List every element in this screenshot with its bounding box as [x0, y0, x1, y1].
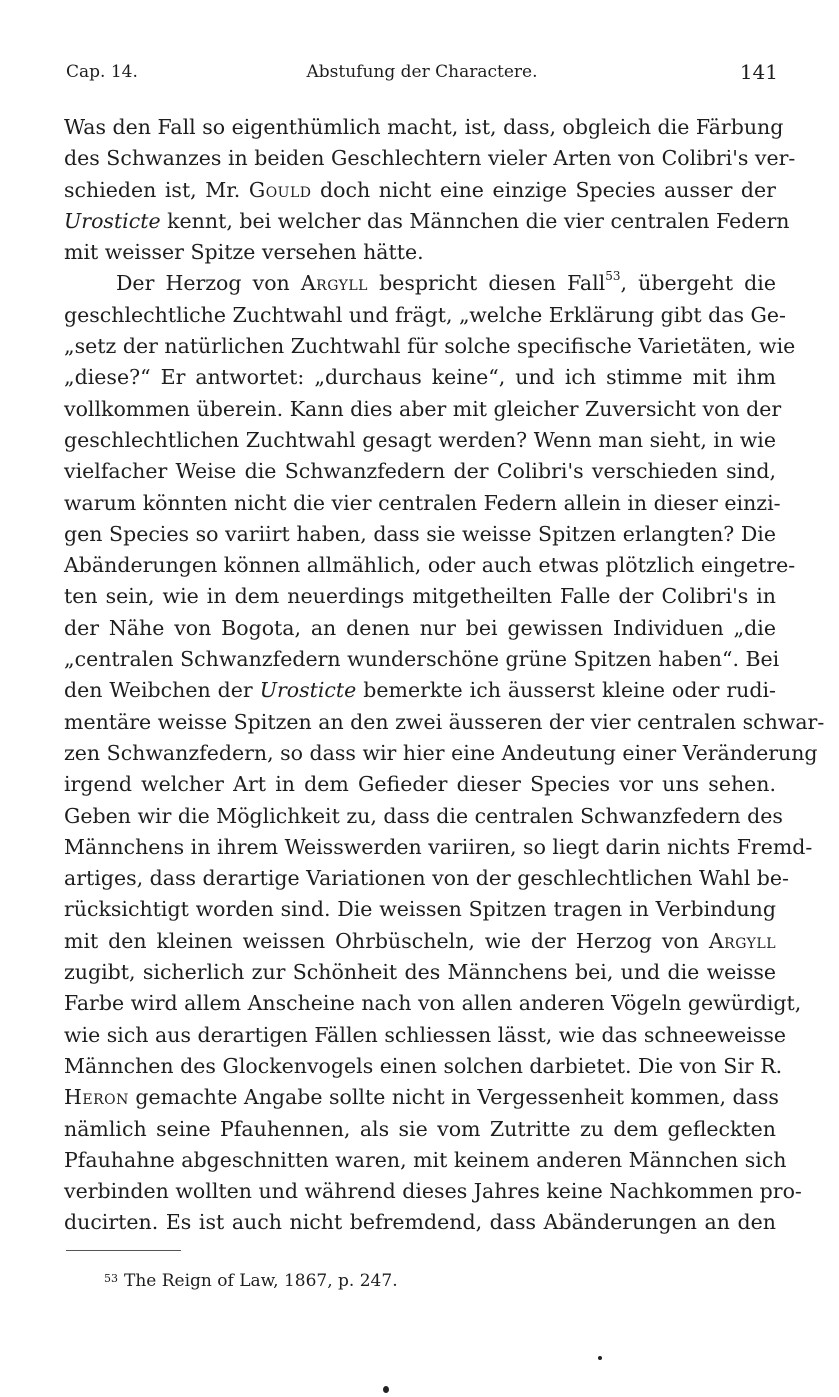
- author-name: Argyll: [708, 928, 776, 953]
- footnote-number: 53: [104, 1272, 118, 1285]
- print-speck: [598, 1356, 602, 1360]
- text-line: rücksichtigt worden sind. Die weissen Spitzen tragen in Verbindung: [64, 897, 776, 922]
- main-text: [64, 112, 825, 1239]
- text-line: vollkommen überein. Kann dies aber mit gleicher Zuversicht von der: [64, 396, 782, 421]
- footnote-ref: 53: [605, 269, 621, 284]
- running-header: [66, 62, 778, 90]
- text-line: warum könnten nicht die vier centralen Federn allein in dieser einzi-: [64, 490, 781, 515]
- text-line: Abänderungen können allmählich, oder auch etwas plötzlich eingetre-: [64, 553, 796, 578]
- text-line: geschlechtlichen Zuchtwahl gesagt werden? Wenn man sieht, in wie: [64, 427, 776, 452]
- text-line: vielfacher Weise die Schwanzfedern der Colibri's verschieden sind,: [64, 459, 776, 484]
- running-title: Abstufung der Charactere.: [306, 62, 538, 82]
- text-line: „diese?“ Er antwortet: „durchaus keine“, und ich stimme mit ihm: [64, 365, 776, 390]
- text-line: Farbe wird allem Anscheine nach von allen anderen Vögeln gewürdigt,: [64, 991, 802, 1016]
- text-line: gen Species so variirt haben, dass sie weisse Spitzen erlangten? Die: [64, 521, 776, 546]
- text-line: mit weisser Spitze versehen hätte.: [64, 240, 424, 265]
- author-name: Heron: [64, 1085, 129, 1110]
- text-line: nämlich seine Pfauhennen, als sie vom Zutritte zu dem gefleckten: [64, 1116, 776, 1141]
- text-line: Geben wir die Möglichkeit zu, dass die centralen Schwanzfedern des: [64, 803, 783, 828]
- text-line: zugibt, sicherlich zur Schönheit des Männchens bei, und die weisse: [64, 960, 776, 985]
- footnote-text: The Reign of Law, 1867, p. 247.: [124, 1271, 398, 1291]
- text-line: verbinden wollten und während dieses Jahres keine Nachkommen pro-: [64, 1179, 802, 1204]
- text-line: wie sich aus derartigen Fällen schliessen lässt, wie das schneeweisse: [64, 1022, 786, 1047]
- page-number: 141: [739, 60, 778, 84]
- text-line: Pfauhahne abgeschnitten waren, mit keinem anderen Männchen sich: [64, 1147, 787, 1172]
- genus-name: Urosticte: [64, 208, 161, 233]
- text-line: Was den Fall so eigenthümlich macht, ist, dass, obgleich die Färbung: [64, 115, 784, 139]
- text-line: Der Herzog von Argyll bespricht diesen Fall$^{53}$, übergeht die: [116, 269, 776, 296]
- text-line: artiges, dass derartige Variationen von der geschlechtlichen Wahl be-: [64, 866, 789, 891]
- text-line: Urosticte kennt, bei welcher das Männchen die vier centralen Federn: [64, 208, 790, 233]
- author-name: Argyll: [300, 271, 368, 296]
- author-name: Gould: [248, 177, 312, 202]
- text-line: schieden ist, Mr. Gould doch nicht eine einzige Species ausser der: [64, 177, 776, 202]
- text-line: „centralen Schwanzfedern wunderschöne grüne Spitzen haben“. Bei: [64, 647, 780, 672]
- text-line: den Weibchen der Urosticte bemerkte ich äusserst kleine oder rudi-: [64, 678, 776, 703]
- text-line: irgend welcher Art in dem Gefieder dieser Species vor uns sehen.: [64, 772, 776, 797]
- text-line: Männchens in ihrem Weisswerden variiren, so liegt darin nichts Fremd-: [64, 834, 813, 859]
- text-line: zen Schwanzfedern, so dass wir hier eine Andeutung einer Veränderung: [64, 740, 818, 765]
- print-speck: [383, 1386, 389, 1393]
- text-line: Heron gemachte Angabe sollte nicht in Vergessenheit kommen, dass: [64, 1085, 779, 1110]
- text-line: mentäre weisse Spitzen an den zwei äusseren der vier centralen schwar-: [64, 709, 825, 734]
- text-line: ducirten. Es ist auch nicht befremdend, dass Abänderungen an den: [64, 1210, 776, 1235]
- text-line: „setz der natürlichen Zuchtwahl für solche specifische Varietäten, wie: [64, 334, 796, 359]
- footnote: [104, 1271, 398, 1291]
- genus-name: Urosticte: [259, 678, 357, 703]
- text-line: mit den kleinen weissen Ohrbüscheln, wie der Herzog von Argyll: [64, 928, 776, 953]
- text-line: des Schwanzes in beiden Geschlechtern vieler Arten von Colibri's ver-: [64, 146, 796, 171]
- text-line: Männchen des Glockenvogels einen solchen darbietet. Die von Sir R.: [64, 1053, 783, 1078]
- text-line: geschlechtliche Zuchtwahl und frägt, „welche Erklärung gibt das Ge-: [64, 302, 786, 327]
- text-line: der Nähe von Bogota, an denen nur bei gewissen Individuen „die: [64, 615, 776, 640]
- footnote-divider: [66, 1250, 181, 1251]
- chapter-label: Cap. 14.: [66, 62, 138, 82]
- text-line: ten sein, wie in dem neuerdings mitgetheilten Falle der Colibri's in: [64, 584, 776, 609]
